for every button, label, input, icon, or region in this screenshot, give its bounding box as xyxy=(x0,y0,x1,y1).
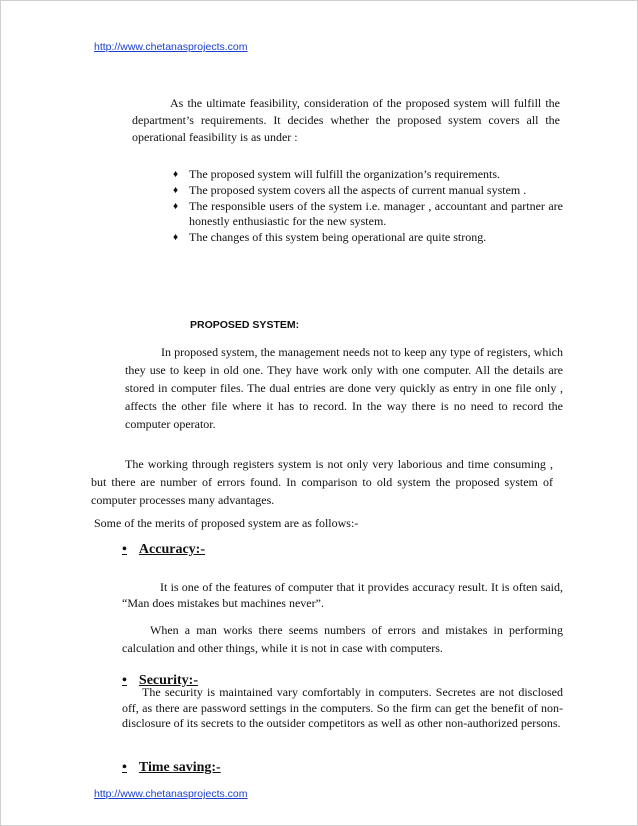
bullet-icon: • xyxy=(122,673,127,688)
feasibility-bullet-list xyxy=(173,167,563,246)
diamond-bullet-icon: ♦ xyxy=(173,201,179,212)
proposed-system-paragraph: In proposed system, the management needs not to keep any type of registers, which they use to keep in old one. They have work only with one computer. All the details are stored in computer files. The dual entries are done very quickly as entry in one file only , affects the other file where it has to record. In the way there is no need to record the computer operator. xyxy=(125,345,563,431)
diamond-bullet-icon: ♦ xyxy=(173,232,179,243)
merits-intro: Some of the merits of proposed system are as follows:- xyxy=(94,516,359,530)
list-item xyxy=(173,167,563,182)
proposed-system-heading: PROPOSED SYSTEM: xyxy=(190,319,300,331)
list-item-text: The proposed system will fulfill the organization’s requirements. xyxy=(189,167,501,181)
list-item xyxy=(173,199,563,229)
security-heading-text: Security:- xyxy=(138,673,198,688)
security-paragraph: The security is maintained vary comfortably in computers. Secretes are not disclosed off, as there are password settings in the computers. So the firm can get the benefit of non-disclosure of its secrets to the outsider competitors as well as other non-authorized persons. xyxy=(122,685,563,730)
list-item-text: The changes of this system being operational are quite strong. xyxy=(189,230,487,244)
list-item-text: The proposed system covers all the aspects of current manual system . xyxy=(189,183,527,197)
footer-url-link[interactable]: http://www.chetanasprojects.com xyxy=(94,788,248,800)
bullet-icon: • xyxy=(122,760,127,775)
time-saving-heading xyxy=(122,760,221,776)
list-item-text: The responsible users of the system i.e. manager , accountant and partner are honestly enthusiastic for the new system. xyxy=(189,199,563,228)
list-item xyxy=(173,230,563,245)
time-saving-heading-text: Time saving:- xyxy=(138,760,221,775)
intro-paragraph: As the ultimate feasibility, consideration of the proposed system will fulfill the department’s requirements. It decides whether the proposed system covers all the operational feasibility is as under : xyxy=(132,96,560,144)
working-paragraph: The working through registers system is not only very laborious and time consuming , but there are number of errors found. In comparison to old system the proposed system of computer processes many advantages. xyxy=(91,457,553,507)
diamond-bullet-icon: ♦ xyxy=(173,185,179,196)
diamond-bullet-icon: ♦ xyxy=(173,169,179,180)
accuracy-paragraph-1: It is one of the features of computer that it provides accuracy result. It is often said, “Man does mistakes but machines never”. xyxy=(122,580,563,610)
list-item xyxy=(173,183,563,198)
accuracy-heading-text: Accuracy:- xyxy=(138,542,205,557)
accuracy-heading xyxy=(122,542,205,558)
accuracy-paragraph-2: When a man works there seems numbers of errors and mistakes in performing calculation and other things, while it is not in case with computers. xyxy=(122,623,563,655)
header-url-link[interactable]: http://www.chetanasprojects.com xyxy=(94,41,248,53)
bullet-icon: • xyxy=(122,542,127,557)
